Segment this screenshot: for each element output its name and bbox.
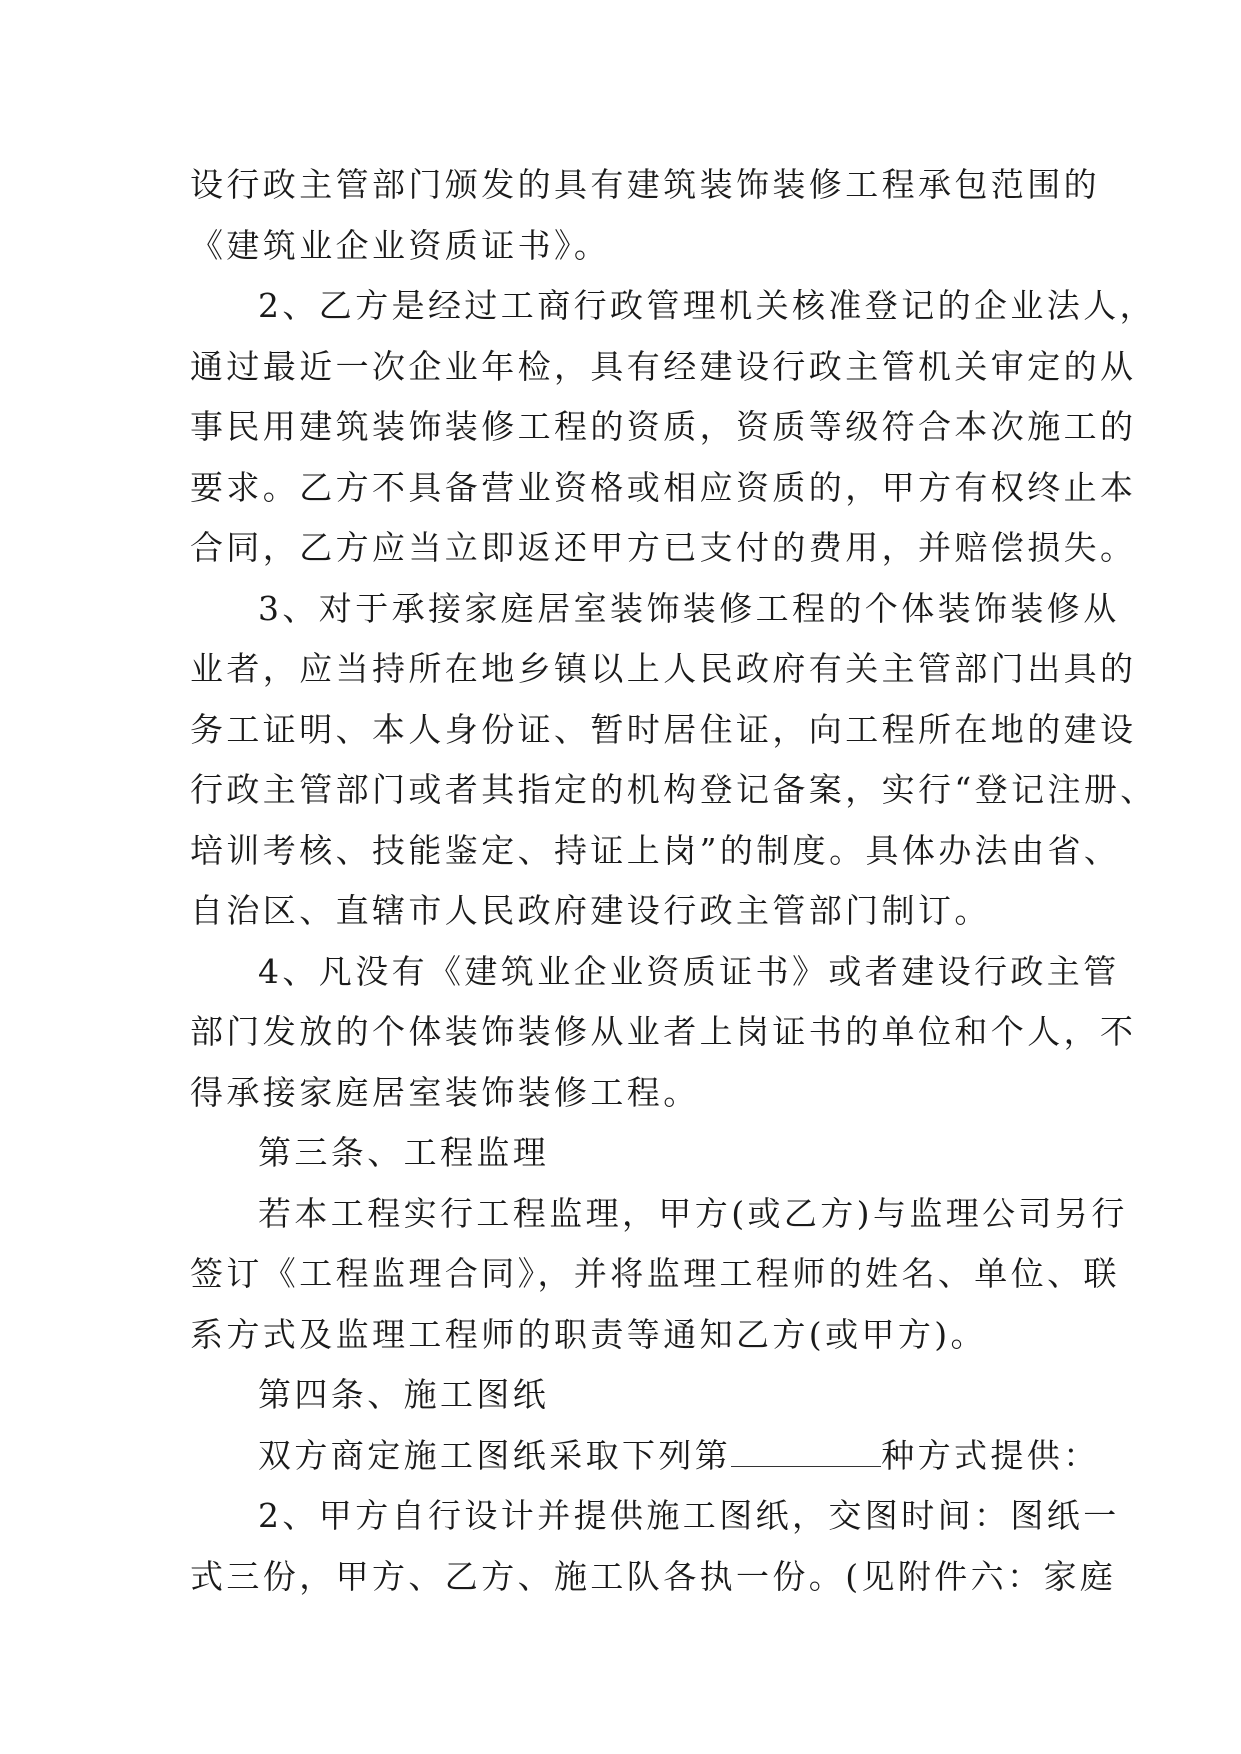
section-heading-4: 第四条、施工图纸	[258, 1375, 550, 1414]
text-line: 培训考核、技能鉴定、持证上岗”的制度。具体办法由省、	[190, 830, 1121, 870]
text-line: 自治区、直辖市人民政府建设行政主管部门制订。	[190, 891, 991, 930]
text-line: 业者，应当持所在地乡镇以上人民政府有关主管部门出具的	[190, 649, 1137, 688]
text-line: 行政主管部门或者其指定的机构登记备案，实行“登记注册、	[190, 770, 1157, 809]
paragraph-item-4: 4、凡没有《建筑业企业资质证书》或者建设行政主管	[258, 951, 1120, 991]
text-line: 合同，乙方应当立即返还甲方已支付的费用，并赔偿损失。	[190, 528, 1137, 567]
text-line: 设行政主管部门颁发的具有建筑装饰装修工程承包范围的	[190, 165, 1100, 204]
text-line: 务工证明、本人身份证、暂时居住证，向工程所在地的建设	[190, 709, 1137, 749]
text-line: 式三份，甲方、乙方、施工队各执一份。(见附件六：家庭	[190, 1556, 1117, 1596]
text-line: 系方式及监理工程师的职责等通知乙方(或甲方)。	[190, 1314, 987, 1354]
paragraph-item-3: 3、对于承接家庭居室装饰装修工程的个体装饰装修从	[258, 588, 1120, 628]
text-line: 《建筑业企业资质证书》。	[190, 225, 611, 265]
section-heading-3: 第三条、工程监理	[258, 1133, 550, 1172]
fill-in-suffix: 种方式提供：	[881, 1435, 1100, 1475]
paragraph-item-2: 2、乙方是经过工商行政管理机关核准登记的企业法人，	[258, 286, 1156, 325]
paragraph-item-2: 2、甲方自行设计并提供施工图纸，交图时间：图纸一	[258, 1496, 1120, 1535]
text-line: 通过最近一次企业年检，具有经建设行政主管机关审定的从	[190, 346, 1137, 386]
text-line: 若本工程实行工程监理，甲方(或乙方)与监理公司另行	[258, 1193, 1128, 1233]
fill-in-blank	[731, 1436, 881, 1467]
fill-in-prefix: 双方商定施工图纸采取下列第	[258, 1435, 732, 1475]
text-line: 签订《工程监理合同》，并将监理工程师的姓名、单位、联	[190, 1254, 1120, 1293]
fill-in-line	[190, 1426, 1100, 1487]
text-line: 事民用建筑装饰装修工程的资质，资质等级符合本次施工的	[190, 407, 1137, 446]
text-line: 部门发放的个体装饰装修从业者上岗证书的单位和个人，不	[190, 1012, 1137, 1051]
text-line: 得承接家庭居室装饰装修工程。	[190, 1072, 700, 1112]
document-body	[190, 155, 1157, 1607]
text-line: 要求。乙方不具备营业资格或相应资质的，甲方有权终止本	[190, 467, 1137, 507]
